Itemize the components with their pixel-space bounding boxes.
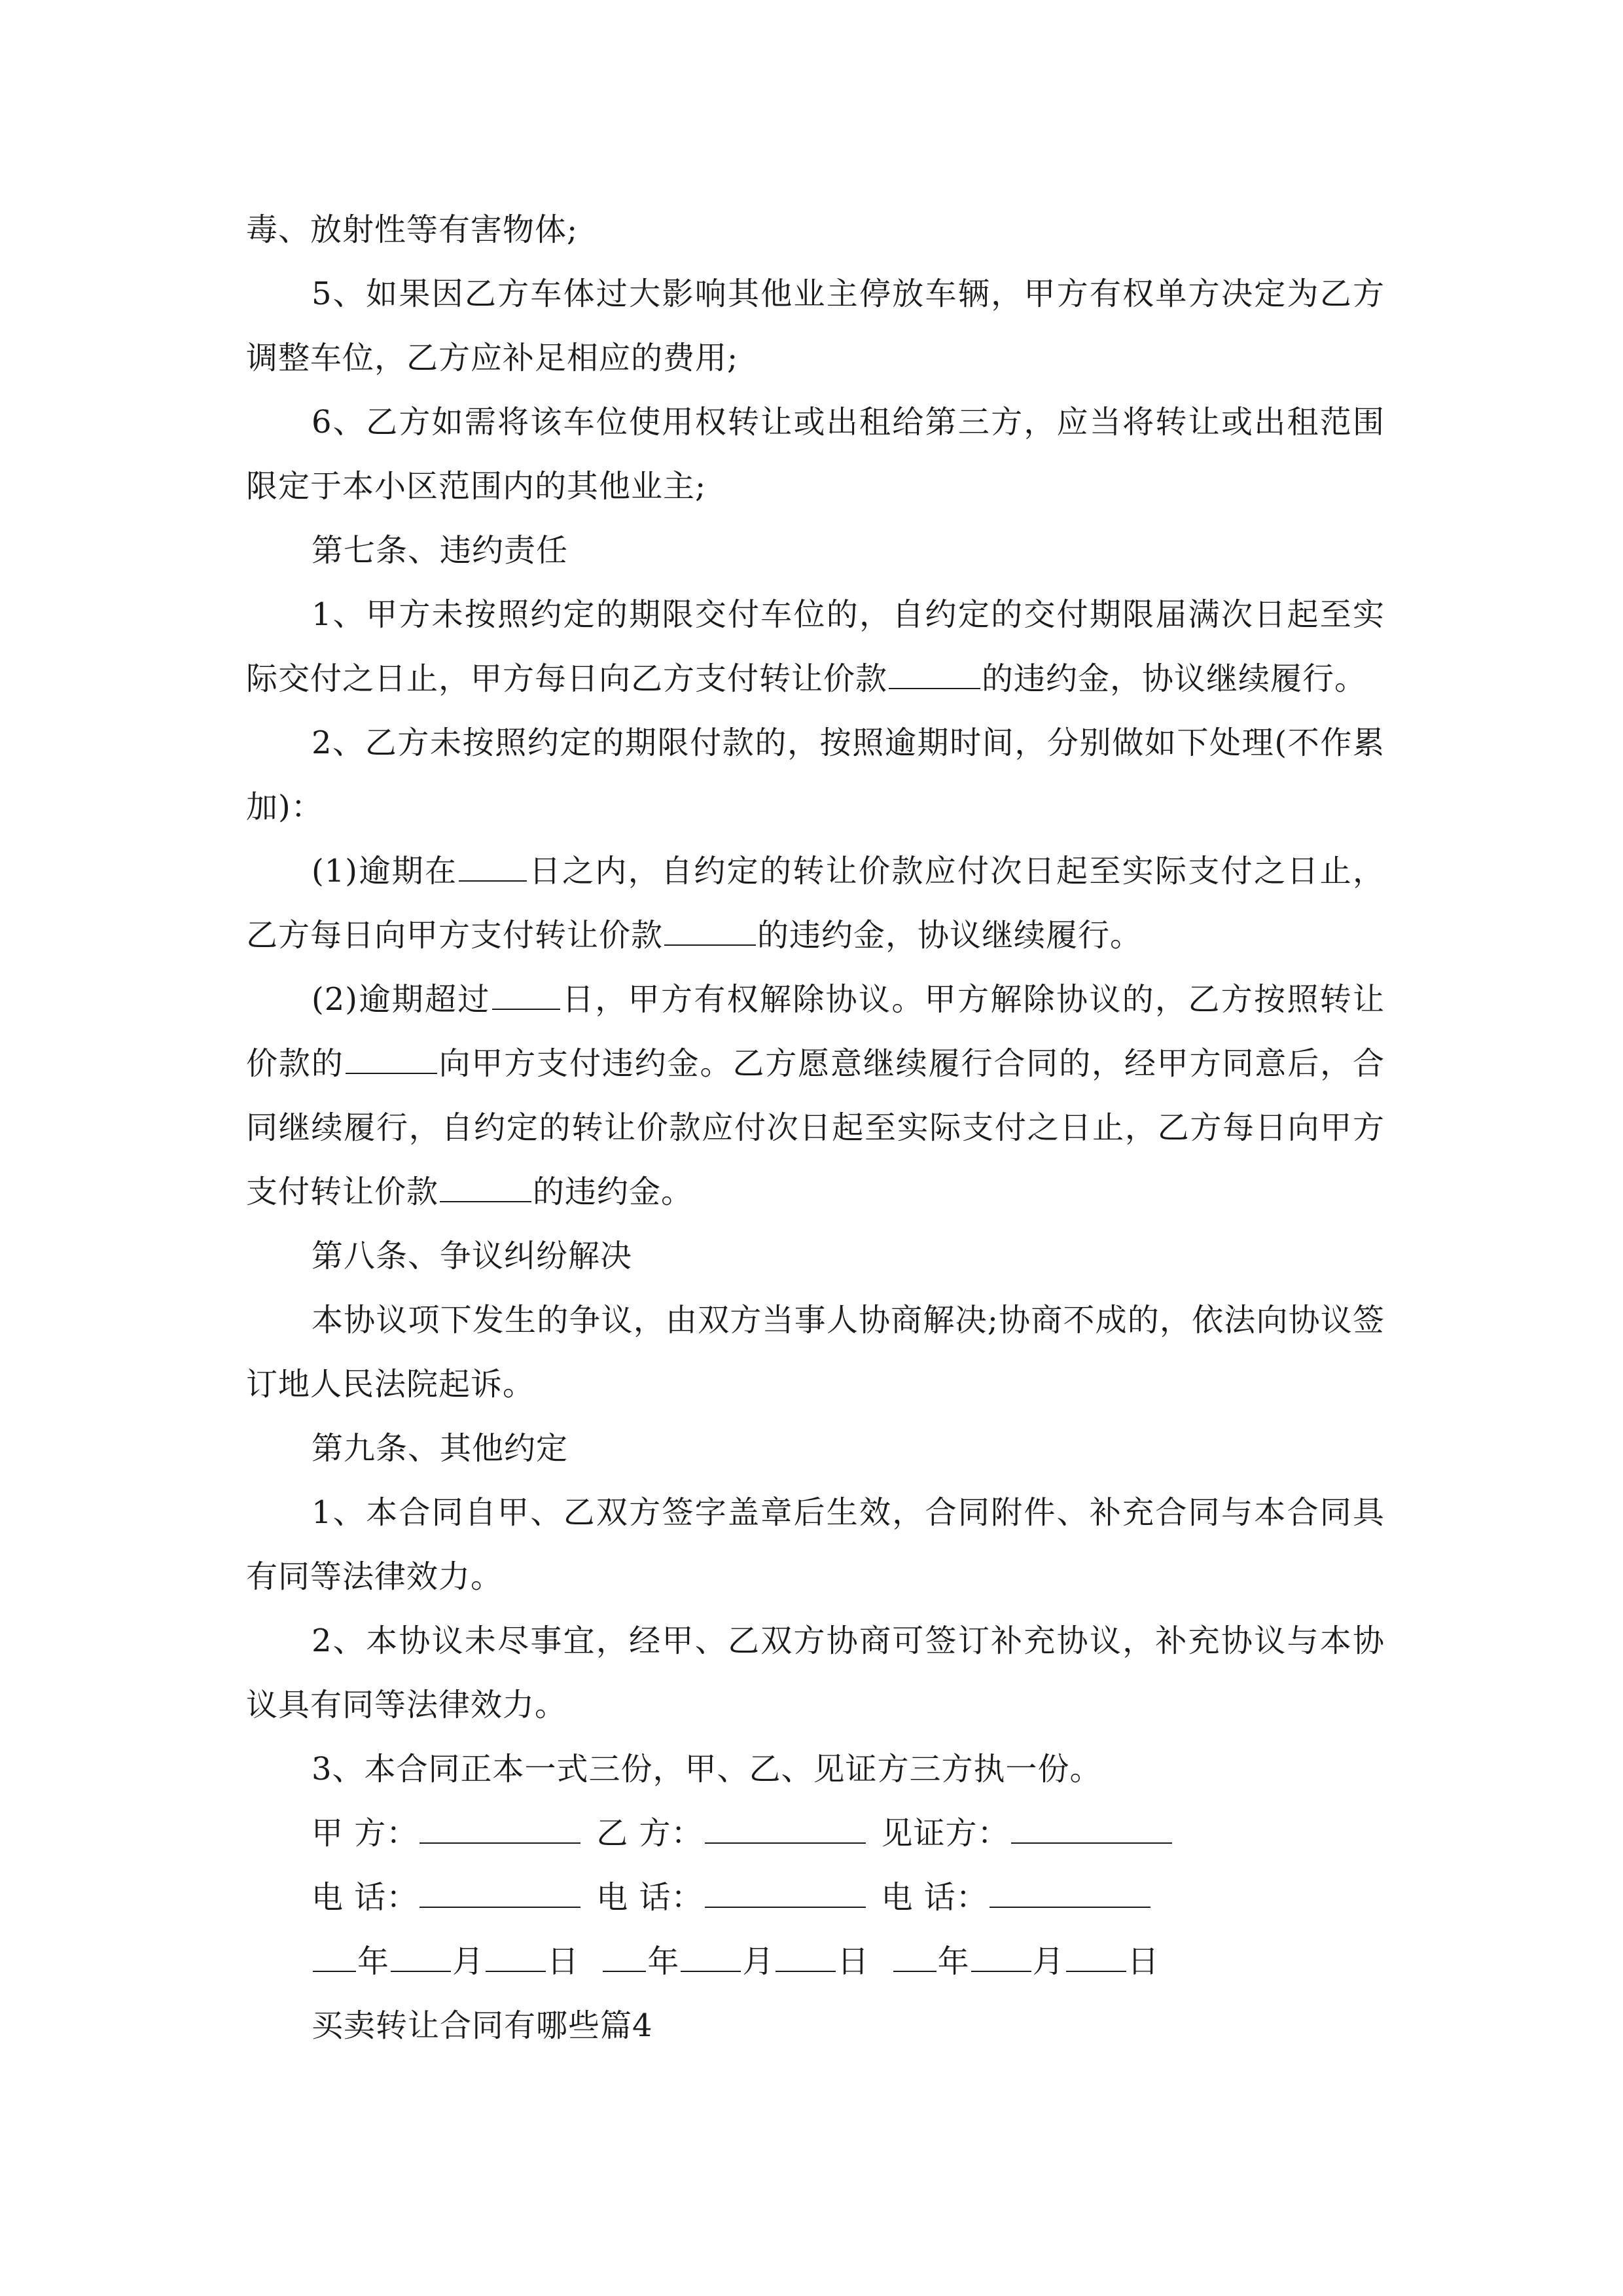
breach-2-1-text-a: (1)逾期在 <box>312 853 458 889</box>
breach-2-2-text-d: 的违约金。 <box>533 1174 694 1210</box>
year-blank <box>313 1937 356 1972</box>
party-a-phone <box>312 1865 582 1929</box>
day-label: 日 <box>837 1943 870 1980</box>
article-8-heading: 第八条、争议纠纷解决 <box>312 1238 633 1274</box>
paragraph-clause-5: 5、如果因乙方车体过大影响其他业主停放车辆，甲方有权单方决定为乙方调整车位，乙方应补足相应的费用; <box>246 276 1385 376</box>
next-section-title: 买卖转让合同有哪些篇4 <box>312 2007 653 2044</box>
witness-signature <box>882 1801 1173 1865</box>
day-label: 日 <box>1127 1943 1160 1980</box>
blank-field <box>664 910 756 946</box>
paragraph-breach-1 <box>246 583 1385 711</box>
year-label: 年 <box>647 1943 680 1980</box>
witness-blank <box>1011 1808 1172 1844</box>
blank-field <box>440 1167 531 1202</box>
blank-field <box>492 975 560 1010</box>
party-a-signature <box>312 1801 582 1865</box>
month-blank <box>391 1937 451 1972</box>
phone-blank <box>705 1873 866 1908</box>
witness-date <box>892 1929 1160 1994</box>
day-label: 日 <box>547 1943 580 1980</box>
paragraph-other-3: 3、本合同正本一式三份，甲、乙、见证方三方执一份。 <box>312 1751 1102 1787</box>
paragraph-hazard-continued: 毒、放射性等有害物体; <box>246 211 579 248</box>
month-label: 月 <box>1032 1943 1065 1980</box>
paragraph-dispute: 本协议项下发生的争议，由双方当事人协商解决;协商不成的，依法向协议签订地人民法院起诉。 <box>246 1302 1385 1403</box>
article-9-heading: 第九条、其他约定 <box>312 1430 569 1467</box>
year-label: 年 <box>357 1943 390 1980</box>
party-b-phone <box>596 1865 866 1929</box>
party-a-label: 甲 方： <box>312 1815 419 1852</box>
day-blank <box>486 1937 546 1972</box>
month-blank <box>681 1937 741 1972</box>
blank-field <box>459 846 527 882</box>
party-b-date <box>601 1929 869 1994</box>
day-blank <box>776 1937 836 1972</box>
party-a-blank <box>419 1808 580 1844</box>
breach-1-text-a: 1、甲方未按照约定的期限交付车位的，自约定的交付期限届满次日起至实际交付之日止，甲方每日向乙方支付转让价款 <box>246 596 1385 697</box>
paragraph-other-2: 2、本协议未尽事宜，经甲、乙双方协商可签订补充协议，补充协议与本协议具有同等法律效力。 <box>246 1623 1385 1723</box>
year-blank <box>893 1937 936 1972</box>
blank-field <box>889 654 980 689</box>
phone-blank <box>990 1873 1150 1908</box>
party-b-label: 乙 方： <box>596 1815 704 1852</box>
paragraph-clause-6: 6、乙方如需将该车位使用权转让或出租给第三方，应当将转让或出租范围限定于本小区范围内的其他业主; <box>246 404 1385 505</box>
phone-label: 电 话： <box>881 1879 988 1916</box>
paragraph-breach-2: 2、乙方未按照约定的期限付款的，按照逾期时间，分别做如下处理(不作累加)： <box>246 725 1385 825</box>
breach-2-2-text-b: 日，甲方有权解除协议。甲方解除协议的，乙方按照转让价款的 <box>246 981 1385 1082</box>
signature-party-row <box>246 1801 1385 1865</box>
blank-field <box>346 1039 437 1074</box>
month-label: 月 <box>742 1943 775 1980</box>
paragraph-other-1: 1、本合同自甲、乙双方签字盖章后生效，合同附件、补充合同与本合同具有同等法律效力。 <box>246 1494 1385 1595</box>
month-label: 月 <box>452 1943 485 1980</box>
contract-page <box>246 198 1385 2058</box>
signature-phone-row <box>246 1865 1385 1929</box>
phone-label: 电 话： <box>596 1879 704 1916</box>
breach-2-2-text-c: 向甲方支付违约金。乙方愿意继续履行合同的，经甲方同意后，合同继续履行，自约定的转让价款应付次日起至实际支付之日止，乙方每日向甲方支付转让价款 <box>246 1045 1385 1210</box>
party-b-signature <box>596 1801 866 1865</box>
phone-blank <box>419 1873 580 1908</box>
breach-2-1-text-b: 日之内，自约定的转让价款应付次日起至实际支付之日止，乙方每日向甲方支付转让价款 <box>246 853 1385 954</box>
paragraph-breach-2-2 <box>246 967 1385 1224</box>
breach-2-2-text-a: (2)逾期超过 <box>312 981 491 1018</box>
witness-label: 见证方： <box>881 1815 1010 1852</box>
party-b-blank <box>705 1808 866 1844</box>
party-a-date <box>312 1929 579 1994</box>
year-label: 年 <box>937 1943 970 1980</box>
breach-2-1-text-c: 的违约金，协议继续履行。 <box>757 917 1143 954</box>
phone-label: 电 话： <box>312 1879 419 1916</box>
witness-phone <box>882 1865 1152 1929</box>
paragraph-breach-2-1 <box>246 839 1385 967</box>
signature-date-row <box>246 1929 1385 1994</box>
month-blank <box>971 1937 1031 1972</box>
breach-1-text-b: 的违约金，协议继续履行。 <box>982 660 1367 697</box>
year-blank <box>603 1937 646 1972</box>
day-blank <box>1066 1937 1126 1972</box>
article-7-heading: 第七条、违约责任 <box>312 532 569 569</box>
